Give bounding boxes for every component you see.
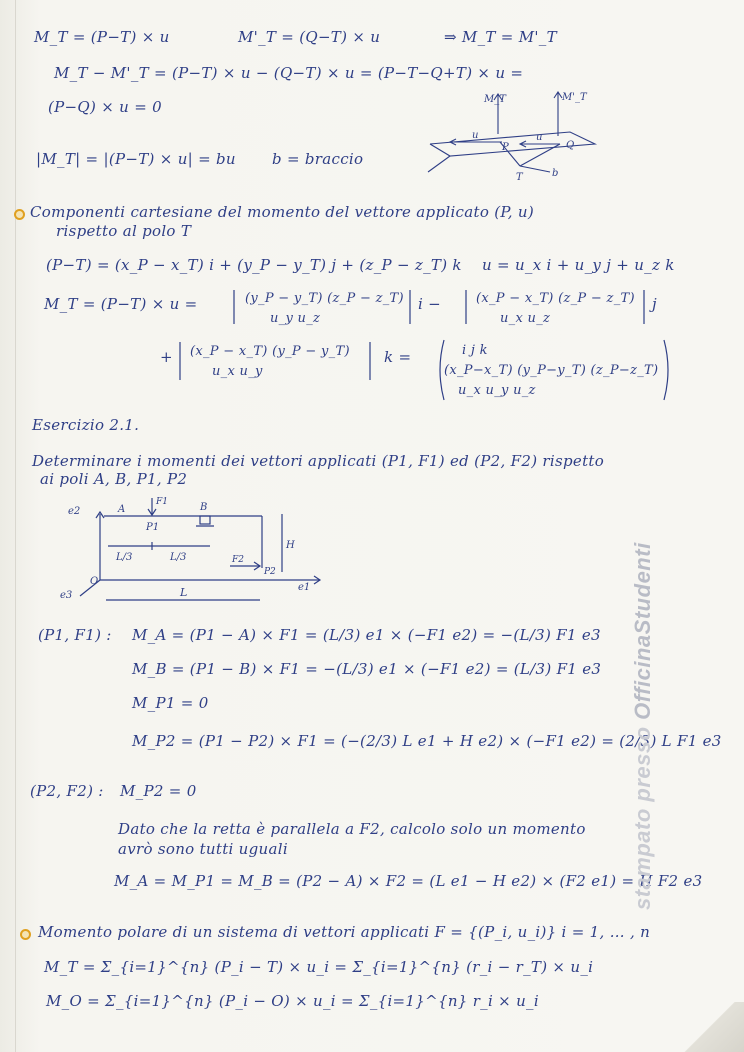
det-i-row2: u_y u_z <box>270 311 321 326</box>
det-j-row1: (x_P − x_T) (z_P − z_T) <box>476 291 635 306</box>
det-j-row2: u_x u_z <box>500 311 551 326</box>
watermark-text: stampato presso OfficinaStudenti <box>630 542 655 910</box>
moment-equation-mt: M_T = (P−T) × u <box>34 28 170 46</box>
bullet-marker <box>20 929 31 940</box>
moment-mb: M_B = (P1 − B) × F1 = −(L/3) e1 × (−F1 e2) = (L/3) F1 e3 <box>132 660 602 678</box>
fig1-label-u2: u <box>536 132 543 143</box>
fig2-label-b: B <box>200 502 208 513</box>
moment-all-equal: M_A = M_P1 = M_B = (P2 − A) × F2 = (L e1 − H e2) × (F2 e1) = H F2 e3 <box>114 872 703 890</box>
moment-diagram <box>420 84 610 194</box>
sum-mt: M_T = Σ_{i=1}^{n} (P_i − T) × u_i = Σ_{i=1}^{n} (r_i − r_T) × u_i <box>44 958 594 976</box>
fig2-label-e2: e2 <box>68 506 81 517</box>
fig2-label-l: L <box>180 586 188 599</box>
fig2-label-seg1: L/3 <box>116 552 133 563</box>
page-curl <box>674 1002 744 1052</box>
position-vector: (P−T) = (x_P − x_T) i + (y_P − y_T) j + (z_P − z_T) k <box>46 256 462 274</box>
sum-mo: M_O = Σ_{i=1}^{n} (P_i − O) × u_i = Σ_{i=1}^{n} r_i × u_i <box>46 992 539 1010</box>
fig2-label-a: A <box>118 504 126 515</box>
det-plus-sign: + <box>160 348 173 366</box>
bullet-marker <box>14 209 25 220</box>
fig1-label-t: T <box>516 172 523 183</box>
det-k-unit: k = <box>384 348 412 366</box>
mt-cross-product: M_T = (P−T) × u = <box>44 295 198 313</box>
fig2-label-o: O <box>90 576 99 587</box>
moment-magnitude: |M_T| = |(P−T) × u| = bu <box>36 150 236 168</box>
matrix-row-position: (x_P−x_T) (y_P−y_T) (z_P−z_T) <box>444 363 659 378</box>
arm-b <box>520 166 550 172</box>
exercise-statement-cont: ai poli A, B, P1, P2 <box>40 470 188 488</box>
fig2-label-f1: F1 <box>156 497 168 507</box>
exercise-title: Esercizio 2.1. <box>32 416 140 434</box>
moment-ma: M_A = (P1 − A) × F1 = (L/3) e1 × (−F1 e2) = −(L/3) F1 e3 <box>132 626 601 644</box>
det-k-row1: (x_P − x_T) (y_P − y_T) <box>190 344 350 359</box>
det-j-unit: j <box>652 295 657 313</box>
u-components: u = u_x i + u_y j + u_z k <box>482 256 675 274</box>
det-i-row1: (y_P − y_T) (z_P − z_T) <box>245 291 404 306</box>
fig1-label-mpt: M'_T <box>562 92 587 103</box>
det-i-unit: i − <box>418 295 442 313</box>
exercise-statement: Determinare i momenti dei vettori applicati (P1, F1) ed (P2, F2) rispetto <box>32 452 605 470</box>
fig2-label-f2: F2 <box>232 555 244 565</box>
case-p1-f1: (P1, F1) : <box>38 626 112 644</box>
section-heading-polar: Momento polare di un sistema di vettori applicati F = {(P_i, u_i)} i = 1, … , n <box>38 923 651 941</box>
fig2-label-h: H <box>286 540 295 551</box>
section-heading-cartesian-cont: rispetto al polo T <box>56 222 192 240</box>
parallel-note: Dato che la retta è parallela a F2, calcolo solo un momento <box>118 820 586 838</box>
moment-mp2-zero: M_P2 = 0 <box>120 782 197 800</box>
fig2-label-e1: e1 <box>298 582 311 593</box>
determinant-bars-1 <box>228 288 698 328</box>
fig2-label-p2: P2 <box>264 567 276 577</box>
moment-equality: ⇒ M_T = M'_T <box>444 28 557 46</box>
moment-mp1: M_P1 = 0 <box>132 694 209 712</box>
determinant-bars-2 <box>174 340 374 384</box>
case-p2-f2: (P2, F2) : <box>30 782 104 800</box>
fig1-label-mt: M_T <box>484 94 506 105</box>
braccio-definition: b = braccio <box>272 150 364 168</box>
moment-equation-mpt: M'_T = (Q−T) × u <box>238 28 381 46</box>
fig1-label-b: b <box>552 168 559 179</box>
beam-diagram <box>50 492 350 612</box>
fig1-label-q: Q <box>566 140 575 151</box>
moment-zero-result: (P−Q) × u = 0 <box>48 98 162 116</box>
section-heading-cartesian: Componenti cartesiane del momento del vettore applicato (P, u) <box>30 203 534 221</box>
fig2-label-seg2: L/3 <box>170 552 187 563</box>
fig1-label-u1: u <box>472 130 479 141</box>
det-k-row2: u_x u_y <box>212 364 263 379</box>
moment-difference: M_T − M'_T = (P−T) × u − (Q−T) × u = (P−T−Q+T) × u = <box>54 64 524 82</box>
position-line-q <box>520 144 560 166</box>
fig1-label-p: P <box>502 142 509 153</box>
matrix-row-u: u_x u_y u_z <box>458 383 536 398</box>
matrix-row-units: i j k <box>462 343 488 358</box>
fig2-label-p1: P1 <box>146 522 160 533</box>
moment-mp2: M_P2 = (P1 − P2) × F1 = (−(2/3) L e1 + H e2) × (−F1 e2) = (2/3) L F1 e3 <box>132 732 722 750</box>
page-margin-line <box>15 0 16 1052</box>
parallel-note-cont: avrò sono tutti uguali <box>118 840 288 858</box>
fig2-label-e3: e3 <box>60 590 73 601</box>
